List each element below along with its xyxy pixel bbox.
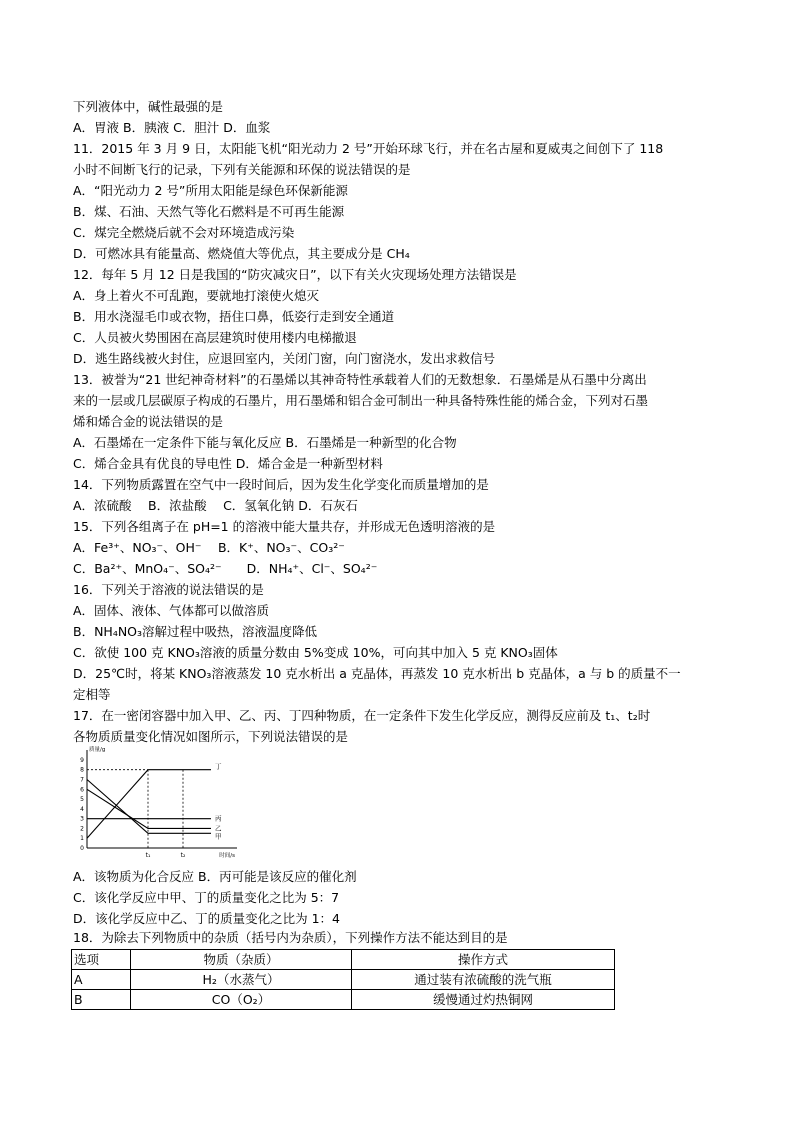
question-12-option-d: D．逃生路线被火封住，应退回室内，关闭门窗，向门窗浇水，发出求救信号 <box>73 351 496 366</box>
y-tick-label: 2 <box>80 825 84 833</box>
question-11-option-a: A．“阳光动力 2 号”所用太阳能是绿色环保新能源 <box>73 183 348 198</box>
series-line <box>87 779 211 833</box>
question-17-option-c: C．该化学反应中甲、丁的质量变化之比为 5：7 <box>73 890 340 905</box>
y-tick-label: 7 <box>80 776 84 784</box>
table-row <box>72 990 615 1010</box>
question-16-option-b: B．NH₄NO₃溶解过程中吸热，溶液温度降低 <box>73 624 318 639</box>
series-label: 乙 <box>215 824 222 833</box>
question-11-stem: 小时不间断飞行的记录，下列有关能源和环保的说法错误的是 <box>73 162 411 177</box>
question-12-option-c: C．人员被火势围困在高层建筑时使用楼内电梯撤退 <box>73 330 357 345</box>
table-cell: B <box>72 990 131 1010</box>
y-tick-label: 4 <box>80 805 84 813</box>
question-18-table <box>71 949 615 1010</box>
question-16-option-d: D．25℃时，将某 KNO₃溶液蒸发 10 克水析出 a 克晶体，再蒸发 10 克水析出 b 克晶体，a 与 b 的质量不一 <box>73 666 681 681</box>
question-15-options-cd: C．Ba²⁺、MnO₄⁻、SO₄²⁻ D．NH₄⁺、Cl⁻、SO₄²⁻ <box>73 561 378 576</box>
question-14-stem: 14．下列物质露置在空气中一段时间后，因为发生化学变化而质量增加的是 <box>73 477 489 492</box>
series-label: 丙 <box>215 814 222 823</box>
y-tick-label: 9 <box>80 756 84 764</box>
question-11-stem: 11．2015 年 3 月 9 日，太阳能飞机“阳光动力 2 号”开始环球飞行，并在名古屋和夏威夷之间创下了 118 <box>73 141 664 156</box>
question-13-options-ab: A．石墨烯在一定条件下能与氧化反应 B．石墨烯是一种新型的化合物 <box>73 435 457 450</box>
y-tick-label: 6 <box>80 786 84 794</box>
question-10-options: A．胃液 B．胰液 C．胆汁 D．血浆 <box>73 120 271 135</box>
x-tick-label: t₂ <box>180 852 186 859</box>
question-15-options-ab: A．Fe³⁺、NO₃⁻、OH⁻ B．K⁺、NO₃⁻、CO₃²⁻ <box>73 540 345 555</box>
question-17-stem: 17．在一密闭容器中加入甲、乙、丙、丁四种物质，在一定条件下发生化学反应，测得反应前及 t₁、t₂时 <box>73 708 651 723</box>
table-cell: 通过装有浓硫酸的洗气瓶 <box>352 970 615 990</box>
question-13-stem: 烯和烯合金的说法错误的是 <box>73 414 224 429</box>
x-tick-label: t₁ <box>145 852 151 859</box>
question-16-option-c: C．欲使 100 克 KNO₃溶液的质量分数由 5%变成 10%，可向其中加入 5 克 KNO₃固体 <box>73 645 558 660</box>
y-tick-label: 8 <box>80 766 84 774</box>
y-tick-label: 1 <box>80 835 84 843</box>
question-11-option-c: C．煤完全燃烧后就不会对环境造成污染 <box>73 225 295 240</box>
table-header-row <box>72 950 615 970</box>
question-16-option-d: 定相等 <box>73 687 111 702</box>
series-label: 甲 <box>215 832 222 841</box>
question-13-options-cd: C．烯合金具有优良的导电性 D．烯合金是一种新型材料 <box>73 456 383 471</box>
question-17-stem: 各物质质量变化情况如图所示，下列说法错误的是 <box>73 729 349 744</box>
x-axis-label: 时间/s <box>219 853 235 859</box>
question-17-options-ab: A．该物质为化合反应 B．丙可能是该反应的催化剂 <box>73 869 357 884</box>
y-axis-label: 质量/g <box>89 747 106 753</box>
question-12-stem: 12．每年 5 月 12 日是我国的“防灾减灾日”，以下有关火灾现场处理方法错误是 <box>73 267 517 282</box>
table-cell: CO（O₂） <box>131 990 352 1010</box>
question-11-option-d: D．可燃冰具有能量高、燃烧值大等优点，其主要成分是 CH₄ <box>73 246 410 261</box>
question-16-option-a: A．固体、液体、气体都可以做溶质 <box>73 603 270 618</box>
question-13-stem: 来的一层或几层碳原子构成的石墨片，用石墨烯和铝合金可制出一种具备特殊性能的烯合金，下列对石墨 <box>73 393 649 408</box>
table-header-cell: 选项 <box>72 950 131 970</box>
y-tick-label: 5 <box>80 796 84 804</box>
mass-change-chart <box>73 744 243 862</box>
table-cell: 缓慢通过灼热铜网 <box>352 990 615 1010</box>
question-12-option-a: A．身上着火不可乱跑，要就地打滚使火熄灭 <box>73 288 320 303</box>
question-11-option-b: B．煤、石油、天然气等化石燃料是不可再生能源 <box>73 204 345 219</box>
y-tick-label: 0 <box>80 845 84 852</box>
question-18-stem: 18．为除去下列物质中的杂质（括号内为杂质），下列操作方法不能达到目的是 <box>73 930 508 945</box>
question-15-stem: 15．下列各组离子在 pH=1 的溶液中能大量共存，并形成无色透明溶液的是 <box>73 519 496 534</box>
question-17-option-d: D．该化学反应中乙、丁的质量变化之比为 1：4 <box>73 911 341 926</box>
question-16-stem: 16．下列关于溶液的说法错误的是 <box>73 582 264 597</box>
question-12-option-b: B．用水浇湿毛巾或衣物，捂住口鼻，低姿行走到安全通道 <box>73 309 395 324</box>
table-cell: A <box>72 970 131 990</box>
table-row <box>72 970 615 990</box>
question-10-stem: 下列液体中，碱性最强的是 <box>73 99 224 114</box>
series-label: 丁 <box>215 762 222 771</box>
table-header-cell: 操作方式 <box>352 950 615 970</box>
table-cell: H₂（水蒸气） <box>131 970 352 990</box>
mass-change-chart-svg <box>73 744 243 862</box>
question-13-stem: 13．被誉为“21 世纪神奇材料”的石墨烯以其神奇特性承载着人们的无数想象．石墨烯是从石墨中分离出 <box>73 372 647 387</box>
question-14-options: A．浓硫酸 B．浓盐酸 C．氢氧化钠 D．石灰石 <box>73 498 358 513</box>
series-line <box>87 789 211 828</box>
table-header-cell: 物质（杂质） <box>131 950 352 970</box>
y-tick-label: 3 <box>80 815 84 823</box>
